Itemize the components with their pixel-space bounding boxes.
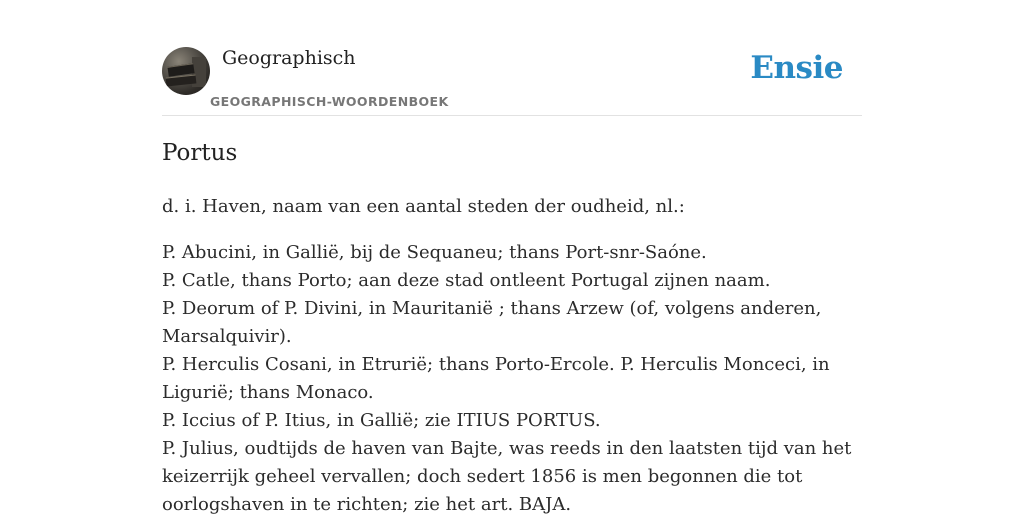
site-header — [162, 46, 862, 116]
entry-paragraph: P. Julius, oudtijds de haven van Bajte, was reeds in den laatsten tijd van het keizerrijk geheel vervallen; doch sedert 1856 is men begonnen die tot oorlogshaven in te richten; zie het art. BAJA. — [162, 438, 852, 515]
entry-paragraph: P. Deorum of P. Divini, in Mauritanië ; thans Arzew (of, volgens anderen, Marsalquivir). — [162, 298, 822, 347]
header-divider — [162, 115, 862, 116]
ensie-logo[interactable]: Ensie — [750, 50, 843, 86]
publication-slug[interactable]: GEOGRAPHISCH-WOORDENBOEK — [210, 94, 449, 109]
publication-avatar[interactable] — [162, 47, 210, 95]
entry-paragraph: P. Catle, thans Porto; aan deze stad ontleent Portugal zijnen naam. — [162, 270, 771, 291]
article-entries — [162, 239, 862, 519]
entry-paragraph: P. Iccius of P. Itius, in Gallië; zie ITIUS PORTUS. — [162, 410, 601, 431]
publication-name[interactable]: Geographisch — [222, 47, 356, 69]
article-title: Portus — [162, 140, 238, 166]
article-intro: d. i. Haven, naam van een aantal steden der oudheid, nl.: — [162, 196, 685, 217]
entry-paragraph: P. Abucini, in Gallië, bij de Sequaneu; thans Port-snr-Saóne. — [162, 242, 707, 263]
entry-paragraph: P. Herculis Cosani, in Etrurië; thans Porto-Ercole. P. Herculis Monceci, in Ligurië; thans Monaco. — [162, 354, 830, 403]
